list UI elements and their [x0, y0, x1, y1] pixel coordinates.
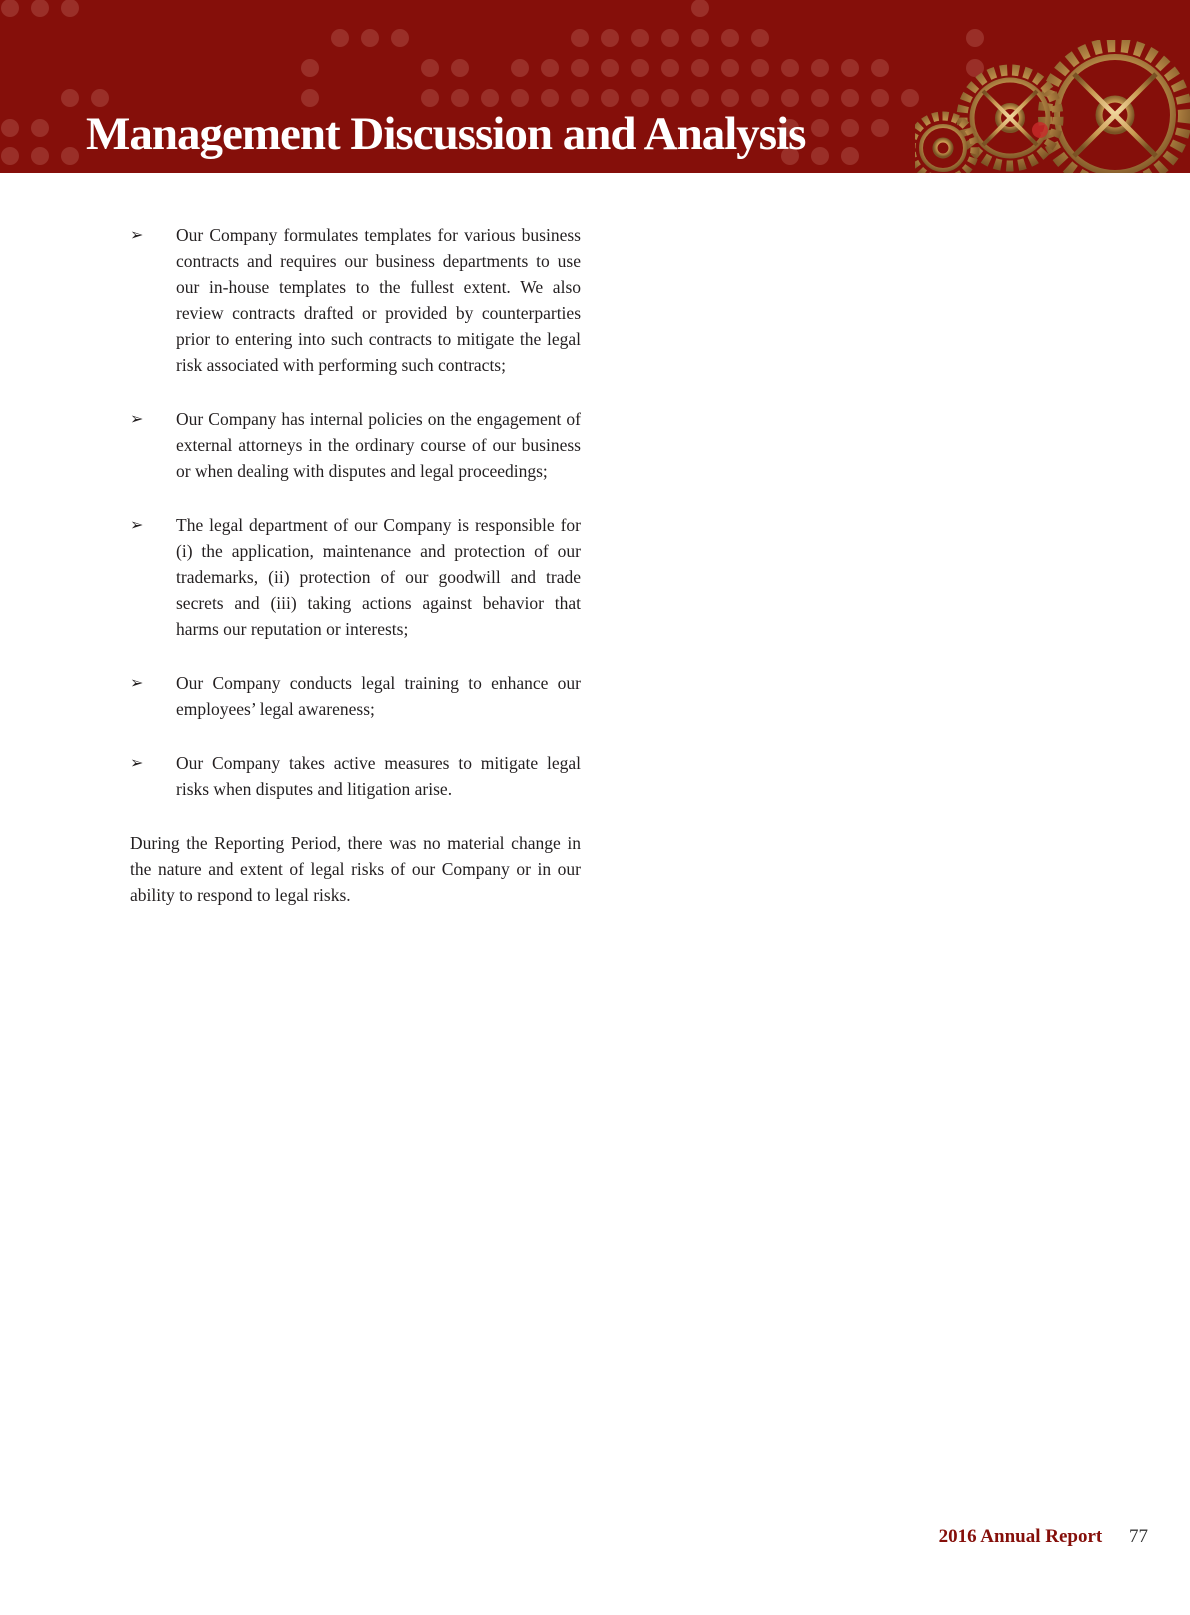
main-content — [130, 222, 581, 908]
list-item — [130, 670, 581, 722]
report-label: 2016 Annual Report — [938, 1526, 1103, 1547]
header-banner — [0, 0, 1190, 173]
list-item — [130, 222, 581, 378]
bullet-text: The legal department of our Company is responsible for (i) the application, maintenance and protection of our trademarks, (ii) protection of our goodwill and trade secrets and (iii) taking actions against behavior that harms our reputation or interests; — [176, 515, 581, 639]
list-item — [130, 750, 581, 802]
page-title: Management Discussion and Analysis — [86, 108, 806, 160]
gears-illustration-icon — [915, 40, 1190, 173]
bullet-text: Our Company takes active measures to mitigate legal risks when disputes and litigation arise. — [176, 753, 581, 799]
arrowhead-bullet-icon: ➢ — [130, 515, 144, 534]
list-item — [130, 512, 581, 642]
list-item — [130, 406, 581, 484]
page-number: 77 — [1129, 1526, 1148, 1547]
arrowhead-bullet-icon: ➢ — [130, 225, 144, 244]
bullet-text: Our Company has internal policies on the engagement of external attorneys in the ordinary course of our business or when dealing with disputes and legal proceedings; — [176, 409, 581, 481]
arrowhead-bullet-icon: ➢ — [130, 753, 144, 772]
bullet-text: Our Company formulates templates for various business contracts and requires our business departments to use our in-house templates to the fullest extent. We also review contracts drafted or provided by counterparties prior to entering into such contracts to mitigate the legal risk associated with performing such contracts; — [176, 225, 581, 375]
bullet-text: Our Company conducts legal training to enhance our employees’ legal awareness; — [176, 673, 581, 719]
arrowhead-bullet-icon: ➢ — [130, 673, 144, 692]
arrowhead-bullet-icon: ➢ — [130, 409, 144, 428]
closing-paragraph: During the Reporting Period, there was no material change in the nature and extent of legal risks of our Company or in our ability to respond to legal risks. — [130, 833, 581, 905]
page-footer — [939, 1526, 1148, 1548]
